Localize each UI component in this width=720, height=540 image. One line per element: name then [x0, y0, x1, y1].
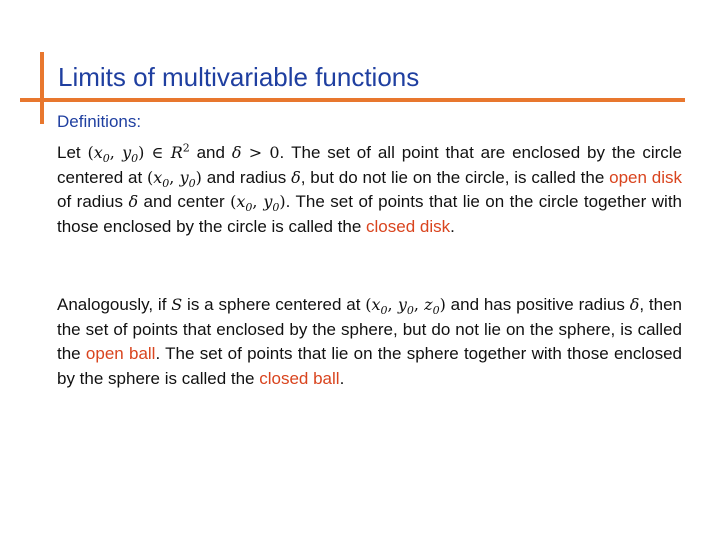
accent-horizontal-bar	[20, 98, 685, 102]
text-run: .	[450, 216, 455, 236]
term-closed-disk: closed disk	[366, 216, 451, 236]
disk-definition-paragraph	[57, 141, 682, 239]
term-open-disk: open disk	[609, 167, 682, 187]
text-run: and center	[138, 192, 231, 211]
math-center: ($x_0$, $y_0$)	[147, 167, 202, 190]
math-radius: δ	[128, 192, 139, 211]
math-center-3d: ($x_0$, $y_0$, $z_0$)	[365, 295, 446, 318]
text-run: of radius	[57, 192, 129, 211]
definitions-heading: Definitions:	[57, 112, 142, 131]
math-delta: δ	[629, 295, 640, 314]
text-run: .	[339, 368, 345, 388]
text-run: Analogously, if	[57, 295, 172, 314]
text-run: and	[189, 143, 232, 162]
text-run: is a sphere centered at	[182, 295, 366, 314]
accent-vertical-bar	[40, 52, 44, 124]
text-run: and radius	[201, 167, 292, 187]
math-center: ($x_0$, $y_0$)	[230, 192, 286, 215]
text-run: , but do not lie on the circle, is called the	[300, 167, 610, 187]
text-run: , then the set of points that enclosed by the sphere, but do not lie on the sphere, is called the	[57, 295, 682, 363]
math-delta-positive: δ > 0	[231, 143, 280, 162]
term-open-ball: open ball	[85, 344, 156, 363]
text-run: . The set of points that lie on the sphere together with those enclosed by the sphere is called the	[57, 344, 683, 388]
ball-definition-paragraph	[57, 293, 682, 391]
math-sphere-s: S	[171, 295, 183, 314]
text-run: and has positive radius	[445, 295, 630, 314]
slide-title: Limits of multivariable functions	[58, 62, 420, 92]
text-run: . The set of points that lie on the circle together with those enclosed by the circle is called the	[57, 192, 683, 236]
text-run: Let	[57, 143, 88, 162]
term-closed-ball: closed ball	[259, 368, 340, 388]
math-point-in-r2: ($x_0$, $y_0$) ∈ $R^2$	[87, 141, 190, 166]
math-radius: δ	[291, 167, 301, 187]
text-run: . The set of all point that are enclosed by the circle centered at	[57, 143, 682, 187]
